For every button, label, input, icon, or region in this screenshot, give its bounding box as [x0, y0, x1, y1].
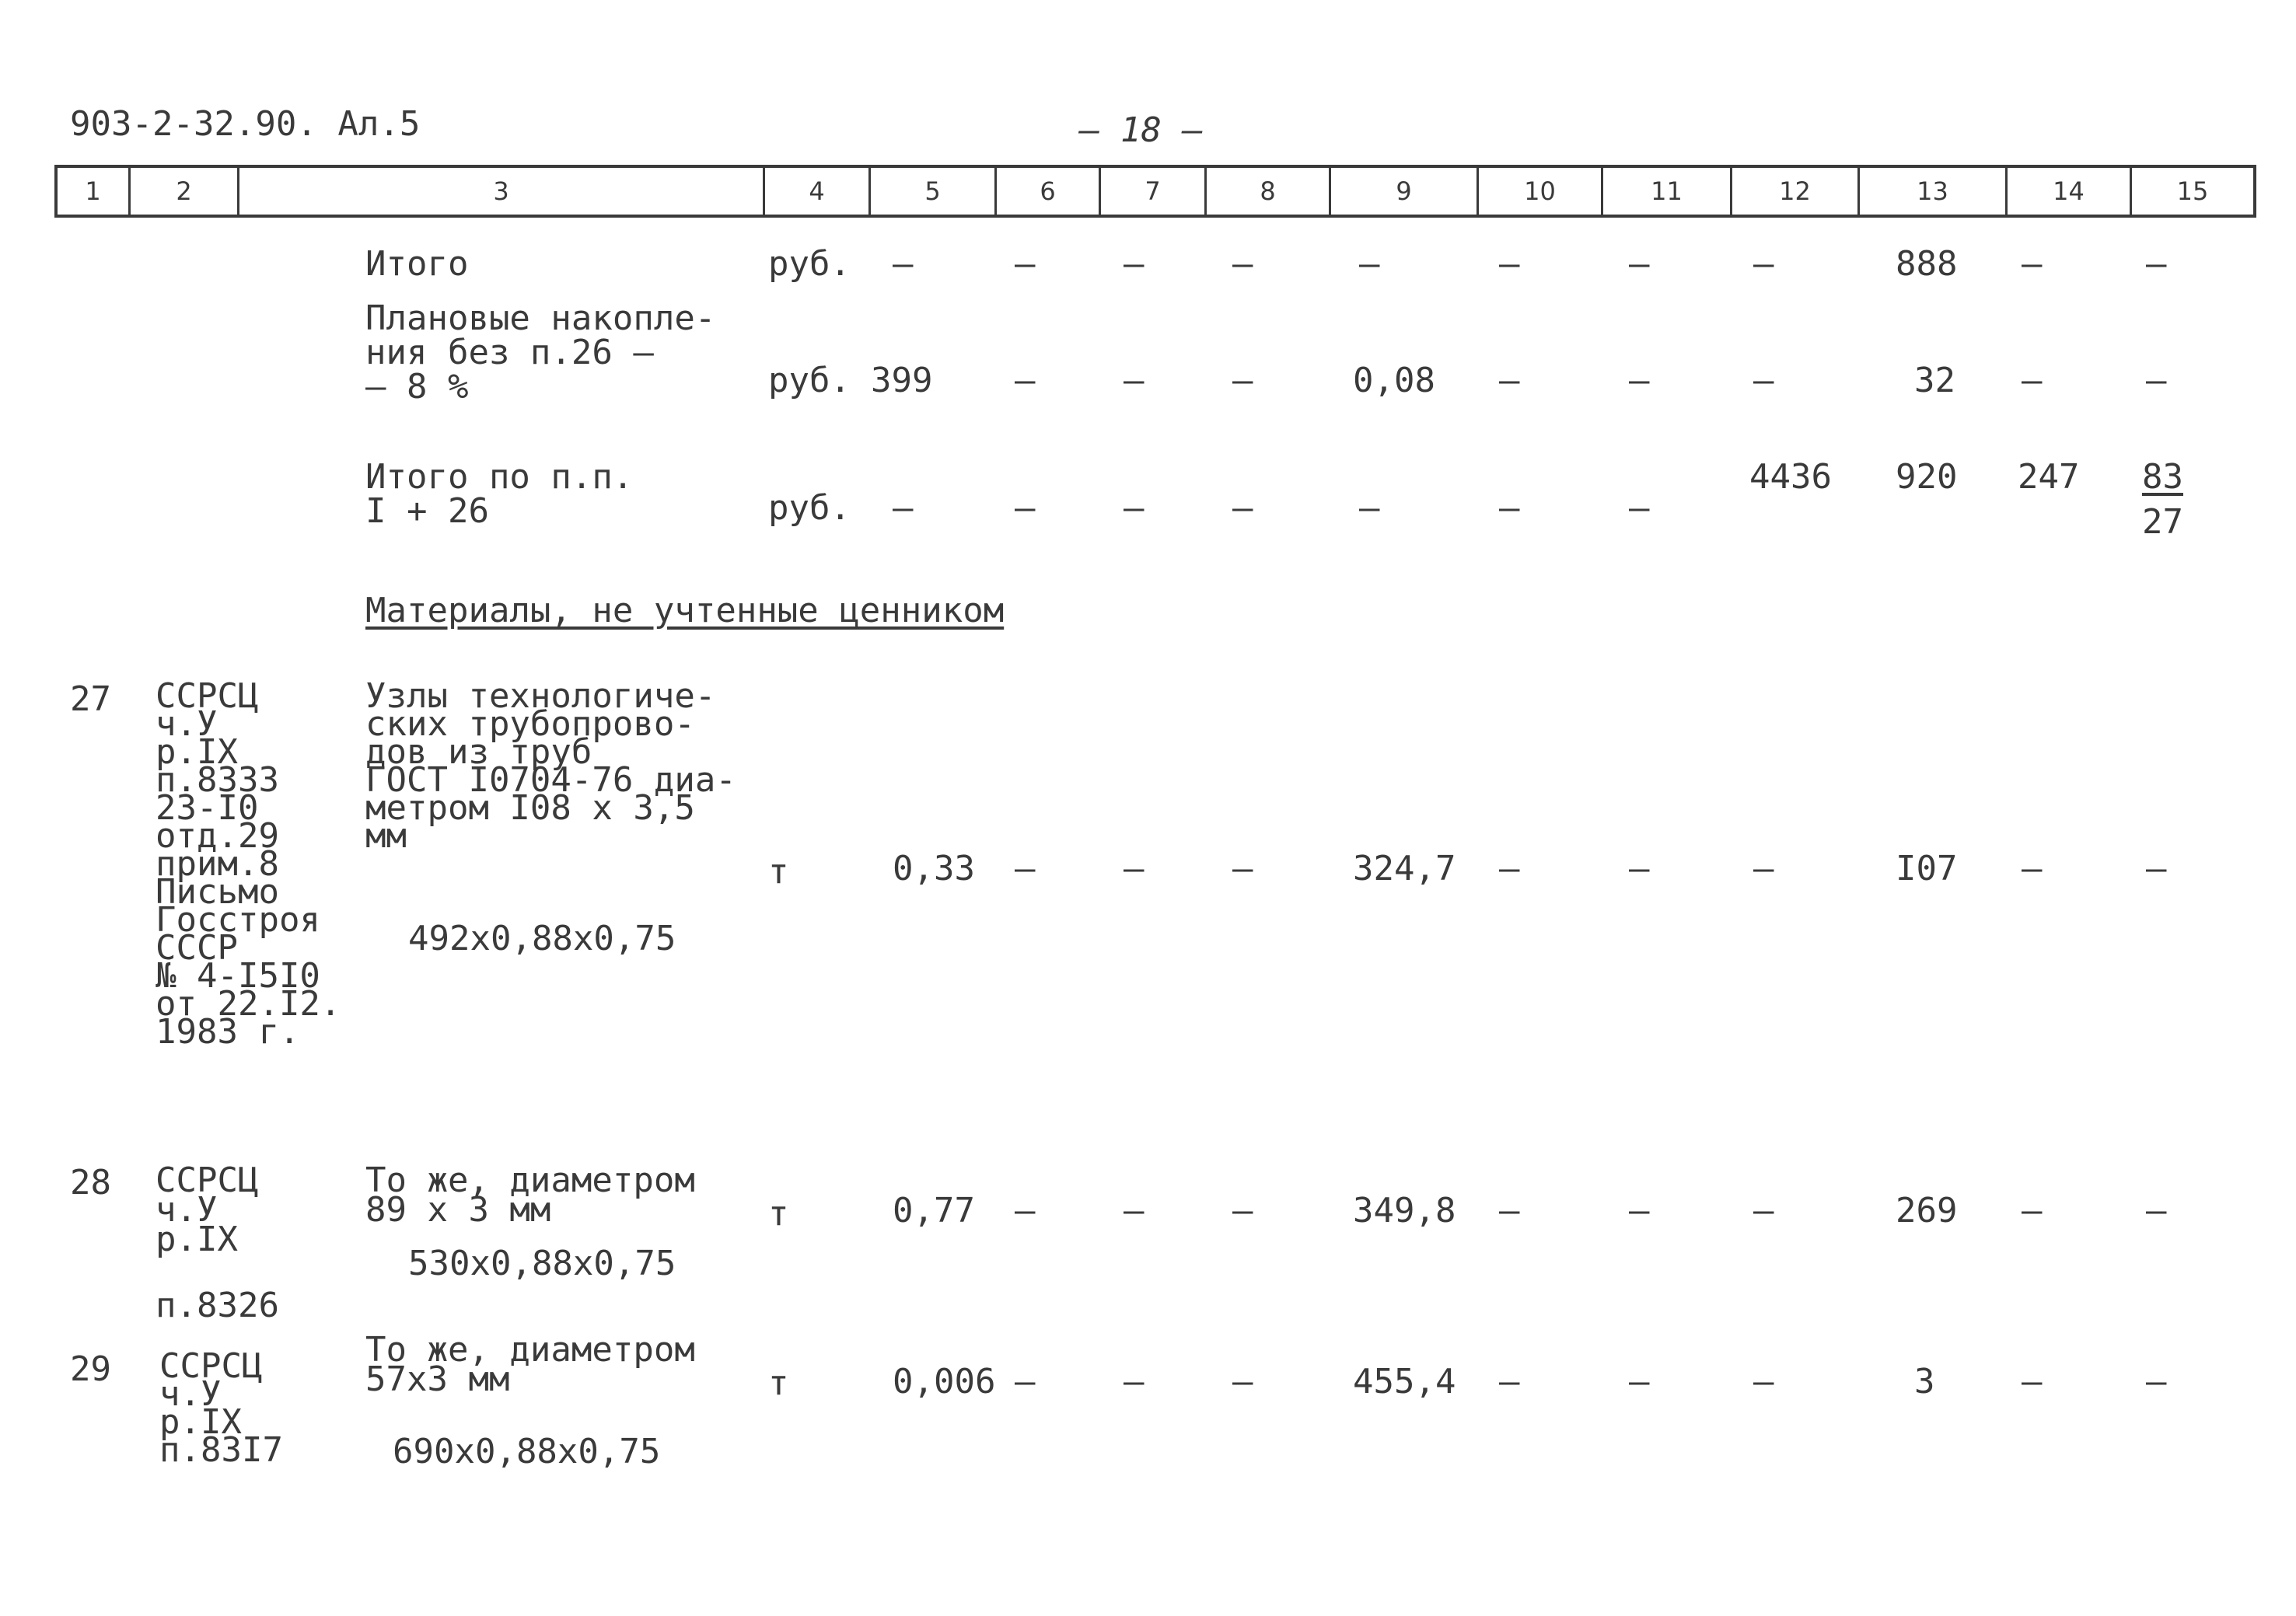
- cell-col7: –: [1124, 849, 1145, 888]
- cell-col13: 32: [1914, 361, 1955, 400]
- cell-col12: –: [1753, 1362, 1774, 1401]
- cell-col6: –: [1015, 488, 1036, 528]
- cell-col8: –: [1232, 849, 1253, 888]
- cell-col11: –: [1629, 488, 1650, 528]
- cell-col7: –: [1124, 1362, 1145, 1401]
- row-name: Итого по п.п. I + 26: [365, 457, 634, 531]
- column-header-3: 3: [239, 168, 765, 215]
- cell-col10: –: [1499, 1191, 1520, 1230]
- cell-col7: –: [1124, 488, 1145, 528]
- column-header-15: 15: [2176, 176, 2209, 206]
- item-unit: т: [768, 1194, 789, 1234]
- cell-col6: –: [1015, 1191, 1036, 1230]
- column-header-4: 4: [765, 168, 871, 215]
- cell-col9: –: [1359, 488, 1380, 528]
- cell-col10: –: [1499, 849, 1520, 888]
- cell-col15: –: [2146, 1191, 2167, 1230]
- cell-col5: 0,006: [893, 1362, 996, 1401]
- cell-col8: –: [1232, 1362, 1253, 1401]
- cell-col6: –: [1015, 361, 1036, 400]
- column-header-5: 5: [871, 168, 997, 215]
- cell-col8: –: [1232, 244, 1253, 284]
- column-header-14: 14: [2008, 168, 2132, 215]
- cell-col15: –: [2146, 244, 2167, 284]
- cell-col14: –: [2022, 244, 2043, 284]
- cell-col10: –: [1499, 361, 1520, 400]
- cell-col11: –: [1629, 244, 1650, 284]
- item-reference: ССРСЦ ч.У р.IX п.8333 23-I0 отд.29 прим.8 Письмо Госстроя СССР № 4-I5I0 от 22.I2. 1983 г.: [156, 676, 341, 1052]
- column-header-6: 6: [997, 168, 1101, 215]
- cell-col13: 3: [1914, 1362, 1935, 1401]
- column-header-bar: [54, 165, 2256, 218]
- column-header-12: 12: [1732, 168, 1860, 215]
- item-name: Узлы технологиче- ских трубопрово- дов из труб ГОСТ I0704-76 диа- метром I08 х 3,5 мм: [365, 676, 736, 856]
- cell-col6: –: [1015, 244, 1036, 284]
- cell-col5: –: [893, 244, 914, 284]
- item-reference: ССРСЦ ч.У р.IX: [156, 1161, 259, 1259]
- column-header-9: 9: [1331, 168, 1479, 215]
- cell-col10: –: [1499, 244, 1520, 284]
- document-code: 903-2-32.90. Ал.5: [70, 104, 421, 144]
- item-unit: т: [768, 1363, 789, 1403]
- row-unit: руб.: [768, 244, 851, 284]
- cell-col8: –: [1232, 361, 1253, 400]
- cell-col15: –: [2146, 849, 2167, 888]
- cell-col9: 0,08: [1353, 361, 1435, 400]
- page-number: — 18 —: [1079, 110, 1203, 150]
- column-header-2: 2: [131, 168, 239, 215]
- item-name: То же, диаметром 89 х 3 мм: [365, 1161, 695, 1230]
- cell-col7: –: [1124, 244, 1145, 284]
- item-number: 28: [70, 1163, 111, 1202]
- cell-col5: –: [893, 488, 914, 528]
- cell-col5: 399: [871, 361, 933, 400]
- cell-col11: –: [1629, 361, 1650, 400]
- cell-col15: –: [2146, 1362, 2167, 1401]
- cell-col13: 269: [1896, 1191, 1958, 1230]
- cell-col14: –: [2022, 849, 2043, 888]
- column-header-10: 10: [1479, 168, 1603, 215]
- cell-col14: –: [2022, 1191, 2043, 1230]
- cell-col15-numerator: 83: [2142, 457, 2183, 497]
- item-calc: 530х0,88х0,75: [408, 1244, 676, 1283]
- item-calc: 690х0,88х0,75: [393, 1432, 661, 1471]
- item-unit: т: [768, 852, 789, 892]
- row-unit: руб.: [768, 361, 851, 400]
- row-unit: руб.: [768, 488, 851, 528]
- item-name: То же, диаметром 57х3 мм: [365, 1330, 695, 1399]
- cell-col10: –: [1499, 488, 1520, 528]
- cell-col13: 888: [1896, 244, 1958, 284]
- cell-col12: –: [1753, 361, 1774, 400]
- cell-col13: I07: [1896, 849, 1958, 888]
- cell-col13: 920: [1896, 457, 1958, 497]
- cell-col7: –: [1124, 361, 1145, 400]
- cell-col14: –: [2022, 1362, 2043, 1401]
- cell-col9: 349,8: [1353, 1191, 1456, 1230]
- cell-col9: 455,4: [1353, 1362, 1456, 1401]
- column-header-7: 7: [1101, 168, 1207, 215]
- row-name: Плановые накопле- ния без п.26 – – 8 %: [365, 298, 716, 407]
- cell-col10: –: [1499, 1362, 1520, 1401]
- cell-col7: –: [1124, 1191, 1145, 1230]
- section-title: Материалы, не учтенные ценником: [365, 591, 1005, 630]
- cell-col11: –: [1629, 1191, 1650, 1230]
- cell-col12: –: [1753, 1191, 1774, 1230]
- item-reference: ССРСЦ ч.У р.IX п.83I7: [159, 1346, 283, 1470]
- cell-col11: –: [1629, 1362, 1650, 1401]
- cell-col15-denominator: 27: [2142, 502, 2183, 542]
- cell-col15: –: [2146, 361, 2167, 400]
- cell-col8: –: [1232, 488, 1253, 528]
- cell-col11: –: [1629, 849, 1650, 888]
- item-calc: 492х0,88х0,75: [408, 919, 676, 958]
- column-header-13: 13: [1860, 168, 2008, 215]
- cell-col6: –: [1015, 849, 1036, 888]
- cell-col9: 324,7: [1353, 849, 1456, 888]
- column-header-8: 8: [1207, 168, 1331, 215]
- cell-col6: –: [1015, 1362, 1036, 1401]
- cell-col8: –: [1232, 1191, 1253, 1230]
- row-name: Итого: [365, 244, 469, 284]
- cell-col9: –: [1359, 244, 1380, 284]
- cell-col14: 247: [2018, 457, 2080, 497]
- cell-col14: –: [2022, 361, 2043, 400]
- item-reference-extra: п.8326: [156, 1286, 279, 1325]
- item-number: 27: [70, 679, 111, 719]
- cell-col5: 0,77: [893, 1191, 975, 1230]
- cell-col5: 0,33: [893, 849, 975, 888]
- cell-col12: –: [1753, 849, 1774, 888]
- cell-col12: 4436: [1749, 457, 1832, 497]
- column-header-1: 1: [58, 168, 131, 215]
- column-header-11: 11: [1603, 168, 1732, 215]
- cell-col12: –: [1753, 244, 1774, 284]
- item-number: 29: [70, 1349, 111, 1389]
